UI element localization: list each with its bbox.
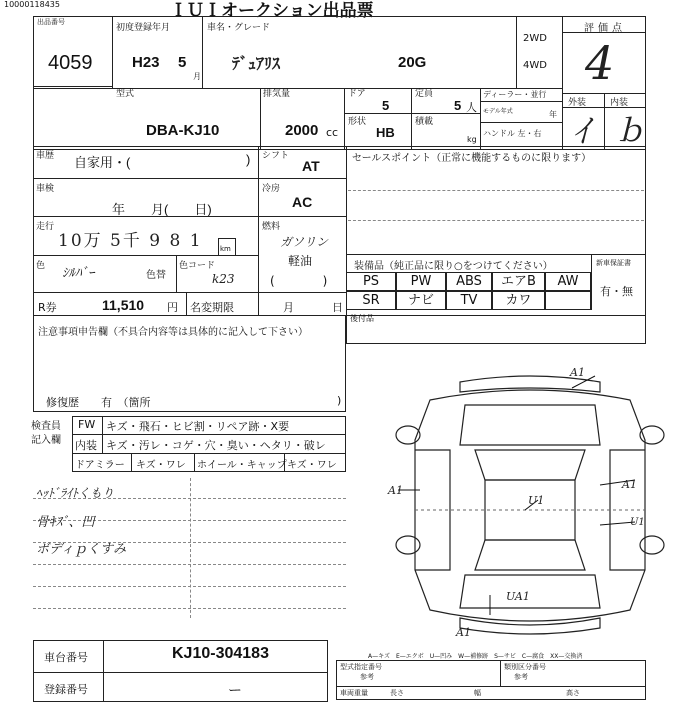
- handle-label: ハンドル 左・右: [483, 129, 542, 138]
- first-reg-label: 初度登録年月: [116, 23, 171, 33]
- stock-number: 4059: [48, 52, 93, 74]
- inspector-interior-items: キズ・汚レ・コゲ・穴・臭い・ヘタリ・破レ: [106, 439, 326, 452]
- doors-label: ドア: [348, 89, 366, 99]
- equip-leather: カワ: [492, 291, 545, 310]
- category-label: 車歴: [36, 151, 55, 161]
- recycle-value: 11,510: [102, 297, 145, 313]
- equip-ps: PS: [346, 272, 396, 291]
- mileage-unit: km: [220, 245, 231, 253]
- equip-pw: PW: [396, 272, 446, 291]
- new-warranty-label: 新車保証書: [596, 259, 631, 267]
- exterior-score: ｲ: [573, 112, 590, 150]
- damage-mark-trunk: UA1: [506, 590, 530, 603]
- shape-value: HB: [376, 125, 395, 140]
- color-label: 色: [36, 261, 46, 271]
- dims-weight: 車両重量: [340, 689, 368, 697]
- model-value: DBA-KJ10: [146, 122, 220, 139]
- inspector-wheel: ホイール・キャップ: [197, 460, 287, 471]
- inspector-mirror: ドアミラー: [75, 460, 125, 471]
- load-unit: kg: [467, 135, 477, 144]
- model-year-label: モデル年式: [483, 108, 513, 115]
- footer-right-frame: [336, 660, 646, 700]
- damage-mark-roof: U1: [528, 494, 545, 507]
- displacement-unit: cc: [326, 126, 339, 139]
- equip-aw: AW: [545, 272, 591, 291]
- displacement-label: 排気量: [263, 89, 291, 99]
- shift-label: シフト: [262, 151, 290, 161]
- score-value: 4: [585, 36, 615, 90]
- interior-label: 内装: [610, 98, 629, 108]
- equip-airbag: エアB: [492, 272, 545, 291]
- ac-value: AC: [292, 194, 313, 210]
- color-change-label: 色替: [146, 270, 166, 281]
- name-change-label: 名変期限: [190, 301, 234, 314]
- inspection-value: 年 月( 日): [112, 202, 212, 217]
- fuel-value: ガソリン: [280, 235, 329, 249]
- dealer-label: ディーラー・並行: [483, 90, 547, 99]
- damage-mark-right-rear: U1: [630, 517, 645, 528]
- page-title: ＩＵＩオークション出品票: [170, 1, 374, 21]
- name-grade-label: 車名・グレード: [207, 23, 271, 33]
- inspection-label: 車検: [36, 184, 55, 194]
- category-value: 自家用・(: [74, 155, 131, 170]
- inspector-label: 検査員記入欄: [31, 421, 61, 446]
- repair-label: 修復歴 有 （箇所: [46, 396, 151, 409]
- color-code-label: 色コード: [179, 261, 216, 271]
- color-value: ｼﾙﾊﾞｰ: [62, 266, 95, 281]
- inspector-interior: 内装: [75, 439, 97, 452]
- exterior-label: 外装: [568, 98, 587, 108]
- new-warranty-value: 有・無: [600, 285, 633, 298]
- color-code-value: k23: [212, 272, 235, 286]
- year-unit: 年: [549, 110, 557, 119]
- load-label: 積載: [415, 117, 434, 127]
- stock-number-label: 出品番号: [37, 18, 65, 26]
- damage-mark-rear: A1: [456, 626, 471, 639]
- month-unit: 月: [193, 72, 201, 81]
- inspector-mirror-items: キズ・ワレ: [136, 460, 186, 471]
- chassis-number: KJ10-304183: [172, 645, 269, 662]
- drive-4wd: 4WD: [523, 60, 547, 71]
- damage-mark-right-front: A1: [622, 478, 637, 491]
- name-change-month: 月: [283, 301, 294, 314]
- handwritten-note-3: ボディｐくすみ: [36, 542, 126, 557]
- mileage-label: 走行: [36, 222, 55, 232]
- reg-value: ー: [228, 683, 242, 699]
- inspector-fw-items: キズ・飛石・ヒビ割・リペア跡・X要: [106, 420, 290, 433]
- model-ref-label: 型式指定番号: [340, 663, 382, 671]
- score-label: 評価点: [584, 23, 626, 34]
- equip-tv: TV: [446, 291, 492, 310]
- dims-width: 幅: [474, 689, 481, 697]
- handwritten-note-2: 骨ｷｽﾞ、凹: [36, 515, 95, 530]
- model-ref-sub: 参考: [360, 673, 374, 681]
- capacity-value: 5: [454, 98, 462, 113]
- car-name: ﾃﾞｭｱﾘｽ: [232, 54, 281, 73]
- model-label: 型式: [116, 89, 135, 99]
- ac-label: 冷房: [262, 184, 281, 194]
- equip-sr: SR: [346, 291, 396, 310]
- sales-point-label: セールスポイント（正常に機能するものに限ります）: [352, 153, 592, 164]
- inspector-wheel-items: キズ・ワレ: [287, 460, 337, 471]
- capacity-label: 定員: [415, 89, 434, 99]
- recycle-unit: 円: [167, 301, 178, 314]
- handwritten-note-1: ﾍｯﾄﾞﾗｲﾄくもり: [36, 486, 115, 500]
- mileage-value: 10万 5千 9 8 1: [58, 231, 203, 251]
- top-number: 10000118435: [4, 0, 60, 9]
- interior-score: ｂ: [615, 114, 645, 149]
- dims-length: 長さ: [390, 689, 404, 697]
- displacement-value: 2000: [285, 122, 319, 139]
- equip-navi: ナビ: [396, 291, 446, 310]
- grade: 20G: [398, 54, 427, 71]
- dims-height: 高さ: [566, 689, 580, 697]
- name-change-day: 日: [332, 301, 343, 314]
- damage-legend: A—キズ E—エクボ U—凹み W—補修跡 S—サビ C—腐食 XX—交換済: [368, 653, 583, 660]
- equipment-label: 装備品（純正品に限り○をつけてください）: [354, 261, 553, 272]
- shift-value: AT: [302, 158, 320, 174]
- fuel-alt: 軽油: [288, 254, 313, 268]
- inspector-fw: FW: [78, 418, 96, 431]
- fuel-label: 燃料: [262, 222, 281, 232]
- damage-mark-left: A1: [388, 484, 403, 497]
- notes-label: 注意事項申告欄（不具合内容等は具体的に記入して下さい）: [38, 327, 308, 338]
- reg-label: 登録番号: [44, 683, 88, 696]
- category-ref-sub: 参考: [514, 673, 528, 681]
- damage-mark-front: A1: [570, 366, 585, 379]
- chassis-label: 車台番号: [44, 651, 88, 664]
- aftermarket-label: 後付品: [350, 314, 374, 323]
- top-section-frame: [33, 16, 646, 150]
- doors-value: 5: [382, 98, 390, 113]
- shape-label: 形状: [348, 117, 367, 127]
- drive-2wd: 2WD: [523, 33, 547, 44]
- equip-abs: ABS: [446, 272, 492, 291]
- equip-blank: [545, 291, 591, 310]
- repair-close: ): [337, 394, 342, 407]
- category-ref-label: 類別区分番号: [504, 663, 546, 671]
- recycle-label: R券: [38, 301, 57, 314]
- era-year: H23: [132, 54, 160, 71]
- capacity-unit: 人: [466, 101, 477, 114]
- reg-month: 5: [178, 54, 187, 71]
